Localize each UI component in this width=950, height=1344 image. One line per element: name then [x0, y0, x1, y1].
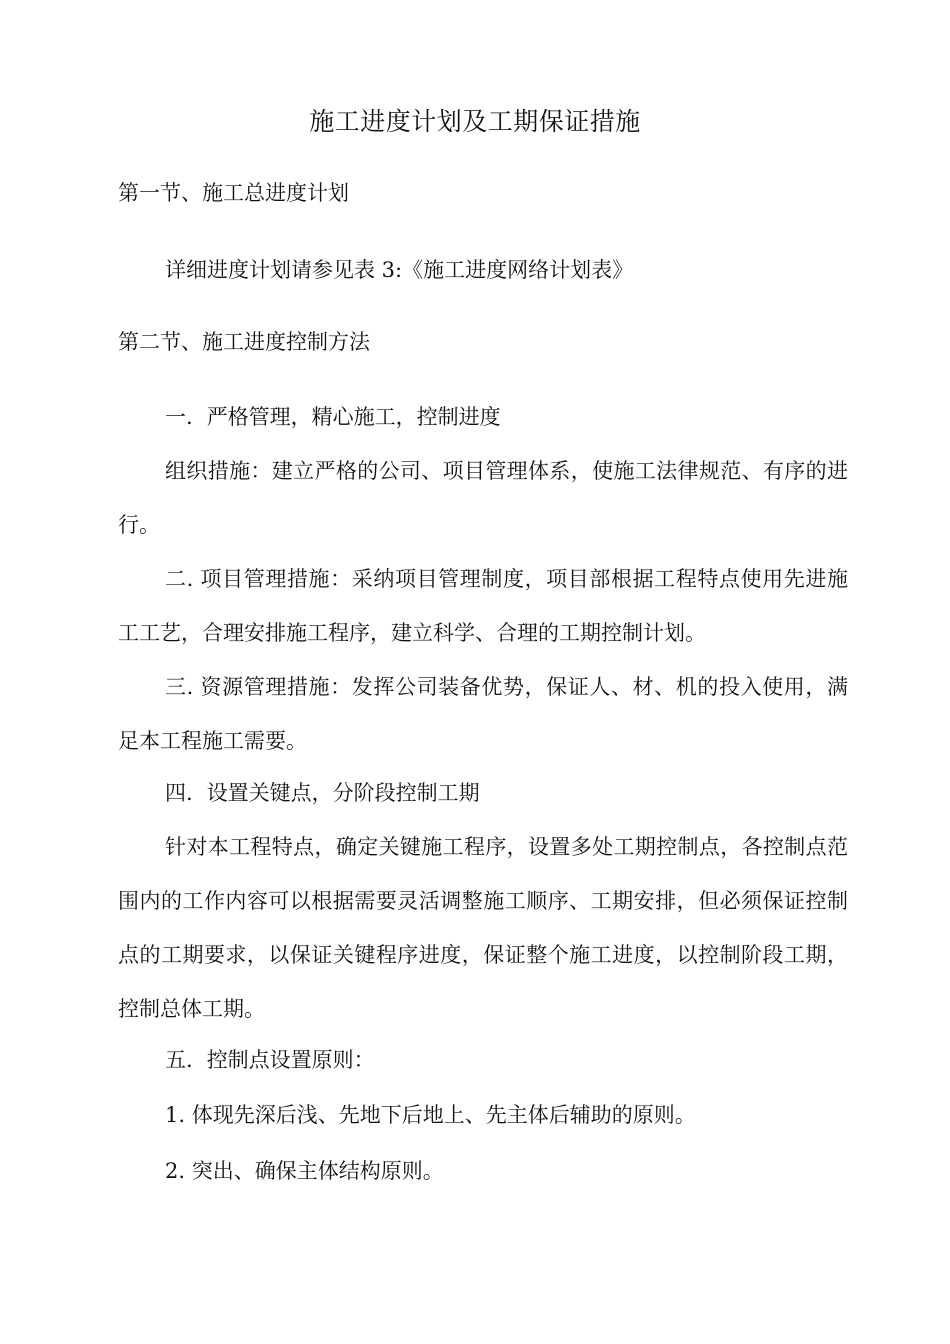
section-heading-1: 第一节、施工总进度计划	[118, 181, 349, 205]
list-item-number: 五.	[165, 1048, 193, 1072]
list-item-number: 一.	[165, 405, 193, 429]
reference-paragraph: 详细进度计划请参见表 3:《施工进度网络计划表》	[165, 258, 634, 282]
control-points-paragraph: 针对本工程特点，确定关键施工程序，设置多处工期控制点，各控制点范围内的工作内容可以根据需要灵活调整施工顺序、工期安排，但必须保证控制点的工期要求，以保证关键程序进度，保证整个施工进度，以控制阶段工期，控制总体工期。	[118, 835, 848, 1021]
list-item-number: 四.	[165, 781, 193, 805]
list-item-1	[165, 402, 501, 432]
project-management-paragraph: 二. 项目管理措施：采纳项目管理制度，项目部根据工程特点使用先进施工工艺，合理安排施工程序，建立科学、合理的工期控制计划。	[118, 567, 848, 645]
list-item-text: 严格管理，精心施工，控制进度	[206, 405, 501, 429]
section-heading-2: 第二节、施工进度控制方法	[118, 330, 370, 354]
list-item-text: 控制点设置原则：	[206, 1048, 375, 1072]
list-item-4	[165, 778, 480, 808]
list-item-text: 设置关键点，分阶段控制工期	[206, 781, 480, 805]
organization-measures-paragraph: 组织措施：建立严格的公司、项目管理体系，使施工法律规范、有序的进行。	[118, 459, 848, 537]
principle-item-1: 1. 体现先深后浅、先地下后地上、先主体后辅助的原则。	[165, 1103, 696, 1127]
page-title: 施工进度计划及工期保证措施	[309, 107, 641, 136]
principle-item-2: 2. 突出、确保主体结构原则。	[165, 1159, 444, 1183]
list-item-5	[165, 1045, 375, 1075]
resource-management-paragraph: 三. 资源管理措施：发挥公司装备优势，保证人、材、机的投入使用，满足本工程施工需要。	[118, 675, 848, 753]
